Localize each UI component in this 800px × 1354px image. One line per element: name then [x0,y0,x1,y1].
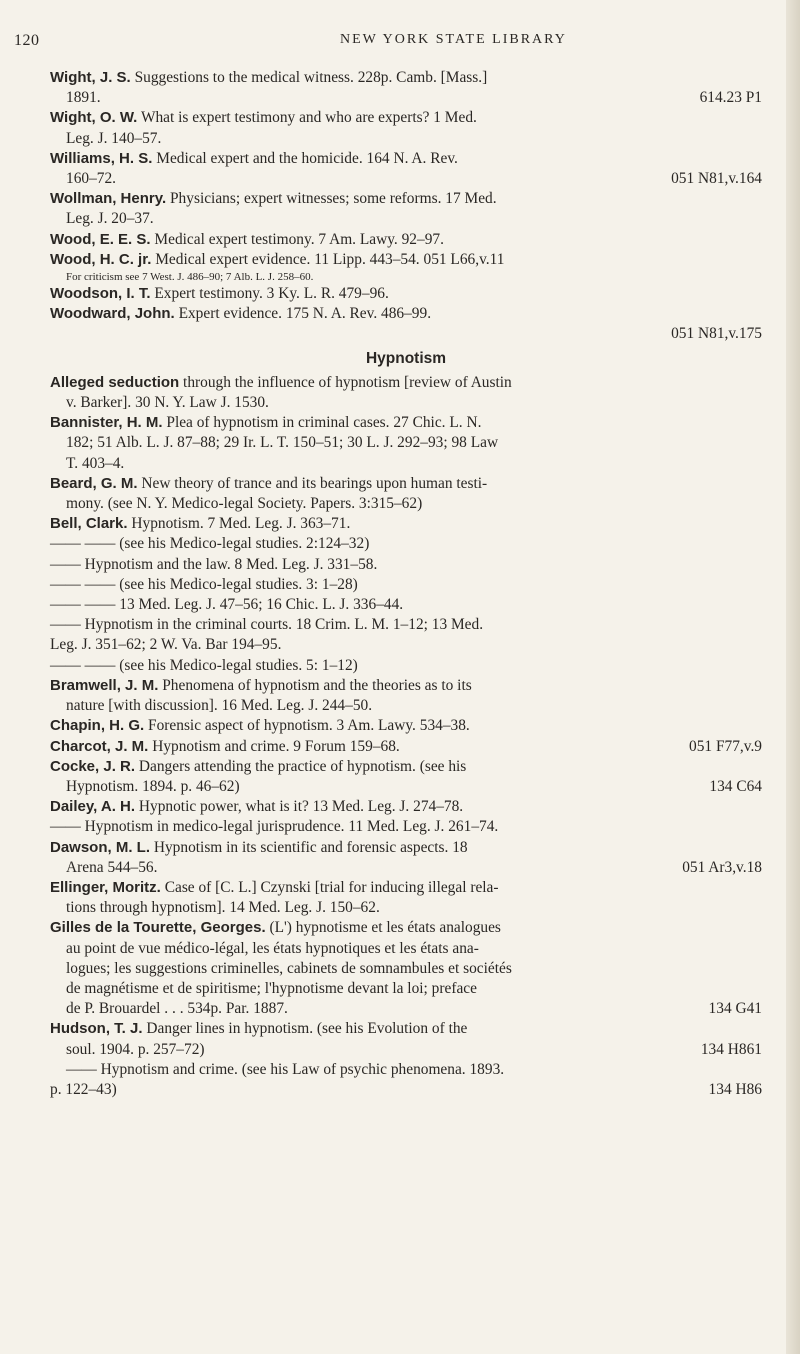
entry-text: Physicians; expert witnesses; some reforms. 17 Med. [170,190,497,208]
entry-author: Bramwell, J. M. [50,676,159,694]
list-item [50,250,762,284]
list-item [50,878,762,918]
list-item [50,555,762,575]
entry-text: Expert evidence. 175 N. A. Rev. 486–99. [178,305,432,323]
entry-author: Beard, G. M. [50,474,138,492]
list-item [50,373,762,413]
list-item [50,284,762,304]
list-item [50,189,762,229]
list-item [50,108,762,148]
call-number: 051 Ar3,v.18 [682,858,762,876]
entry-author: Wollman, Henry. [50,190,167,208]
entry-text: Medical expert testimony. 7 Am. Lawy. 92–97. [154,230,444,248]
call-number: 051 F77,v.9 [689,737,762,755]
entry-continuation: tions through hypnotism]. 14 Med. Leg. J. 150–62. [66,899,380,917]
call-number: 134 C64 [709,777,762,795]
ditto-dash: —— —— [50,535,116,553]
page-edge [786,0,800,1354]
entry-text: through the influence of hypnotism [review of Austin [183,373,512,391]
list-item [50,474,762,514]
section-heading: Hypnotism [365,349,447,367]
entry-list-hypnotism [50,373,762,1100]
list-item [50,817,762,837]
entry-continuation: Arena 544–56. [66,858,158,876]
list-item [50,514,762,534]
entry-continuation: p. 122–43) [50,1080,117,1098]
list-item [50,797,762,817]
entry-author: Wood, E. E. S. [50,230,151,248]
ditto-dash: —— —— [50,656,116,674]
entry-text: Forensic aspect of hypnotism. 3 Am. Lawy. 534–38. [148,717,470,735]
list-item [50,595,762,615]
entry-text: What is expert testimony and who are experts? 1 Med. [140,109,477,127]
call-number: 134 H86 [708,1080,762,1098]
entry-author: Alleged seduction [50,373,180,391]
running-title: NEW YORK STATE LIBRARY [340,32,567,47]
entry-continuation: de magnétisme et de spiritisme; l'hypnotisme devant la loi; preface [66,979,477,997]
entry-text: 13 Med. Leg. J. 47–56; 16 Chic. L. J. 336–44. [119,596,404,614]
list-item [50,68,762,108]
list-item [50,230,762,250]
list-item [50,534,762,554]
entry-text: Medical expert evidence. 11 Lipp. 443–54. 051 L66,v.11 [155,250,505,268]
entry-list-expert-testimony [50,68,762,345]
entry-continuation: Leg. J. 351–62; 2 W. Va. Bar 194–95. [50,636,282,654]
entry-text: Hypnotism and crime. 9 Forum 159–68. [152,737,400,755]
entry-note: For criticism see 7 West. J. 486–90; 7 Alb. L. J. 258–60. [66,271,314,284]
entry-continuation: nature [with discussion]. 16 Med. Leg. J. 244–50. [66,697,373,715]
entry-text: (see his Medico-legal studies. 5: 1–12) [119,656,358,674]
call-number: 134 G41 [708,1000,762,1018]
ditto-dash: —— —— [50,596,116,614]
entry-text: Danger lines in hypnotism. (see his Evolution of the [146,1020,468,1038]
entry-author: Dailey, A. H. [50,798,136,816]
entry-continuation: T. 403–4. [66,454,125,472]
entry-author: Cocke, J. R. [50,757,136,775]
ditto-dash: —— —— [50,575,116,593]
entry-author: Charcot, J. M. [50,737,149,755]
entry-author: Ellinger, Moritz. [50,878,161,896]
call-number: 051 N81,v.164 [671,170,762,188]
entry-text: (L') hypnotisme et les états analogues [269,919,501,937]
entry-author: Wight, O. W. [50,109,138,127]
entry-text: (see his Medico-legal studies. 3: 1–28) [119,575,358,593]
entry-continuation: logues; les suggestions criminelles, cabinets de somnambules et sociétés [66,959,512,977]
list-item [50,149,762,189]
entry-text: Hypnotism. 7 Med. Leg. J. 363–71. [131,515,351,533]
entry-text: Hypnotism in medico-legal jurisprudence. 11 Med. Leg. J. 261–74. [84,818,499,836]
entry-author: Bell, Clark. [50,515,128,533]
list-item [50,413,762,474]
entry-text: Plea of hypnotism in criminal cases. 27 Chic. L. N. [166,414,482,432]
entry-continuation: mony. (see N. Y. Medico-legal Society. Papers. 3:315–62) [66,495,423,513]
call-number: 051 N81,v.175 [671,325,762,343]
list-item [50,656,762,676]
ditto-dash: —— [50,818,81,836]
list-item [50,838,762,878]
entry-continuation: Leg. J. 140–57. [66,129,162,147]
entry-continuation: 182; 51 Alb. L. J. 87–88; 29 Ir. L. T. 150–51; 30 L. J. 292–93; 98 Law [66,434,499,452]
bibliography-content [50,68,762,1100]
entry-continuation: Leg. J. 20–37. [66,210,154,228]
entry-text: Suggestions to the medical witness. 228p. Camb. [Mass.] [134,69,488,86]
entry-text: Hypnotism in the criminal courts. 18 Crim. L. M. 1–12; 13 Med. [84,616,484,634]
entry-author: Hudson, T. J. [50,1020,143,1038]
entry-author: Wood, H. C. jr. [50,250,152,268]
entry-text: Hypnotism and crime. (see his Law of psychic phenomena. 1893. [100,1060,505,1078]
entry-continuation: v. Barker]. 30 N. Y. Law J. 1530. [66,394,269,412]
entry-text: (see his Medico-legal studies. 2:124–32) [119,535,370,553]
entry-continuation: Hypnotism. 1894. p. 46–62) [66,777,240,795]
running-head [14,32,774,56]
list-item [50,615,762,655]
list-item [50,1060,762,1100]
entry-text: Case of [C. L.] Czynski [trial for inducing illegal rela- [164,878,499,896]
entry-author: Williams, H. S. [50,149,153,167]
entry-continuation: soul. 1904. p. 257–72) [66,1040,205,1058]
ditto-dash: —— [50,555,81,573]
entry-author: Wight, J. S. [50,69,131,86]
entry-author: Chapin, H. G. [50,717,145,735]
list-item [50,918,762,1019]
entry-text: Hypnotism and the law. 8 Med. Leg. J. 331–58. [84,555,378,573]
entry-author: Woodward, John. [50,305,175,323]
list-item [50,304,762,344]
entry-text: Expert testimony. 3 Ky. L. R. 479–96. [154,285,389,303]
call-number: 614.23 P1 [699,89,762,107]
list-item [50,716,762,736]
entry-continuation: 160–72. [66,170,117,188]
entry-author: Gilles de la Tourette, Georges. [50,919,266,937]
list-item [50,575,762,595]
ditto-dash: —— [66,1060,97,1078]
list-item [50,737,762,757]
call-number: 134 H861 [700,1040,762,1058]
entry-author: Bannister, H. M. [50,414,163,432]
entry-text: Phenomena of hypnotism and the theories as to its [162,676,472,694]
entry-continuation: de P. Brouardel . . . 534p. Par. 1887. [66,1000,288,1018]
entry-text: Medical expert and the homicide. 164 N. A. Rev. [156,149,458,167]
page-number: 120 [14,32,40,49]
entry-text: Dangers attending the practice of hypnotism. (see his [138,757,467,775]
entry-text: Hypnotism in its scientific and forensic aspects. 18 [153,838,468,856]
ditto-dash: —— [50,616,81,634]
entry-continuation: 1891. [66,89,101,107]
entry-author: Dawson, M. L. [50,838,151,856]
entry-continuation: au point de vue médico-légal, les états hypnotiques et les états ana- [66,939,479,957]
list-item [50,1019,762,1059]
entry-author: Woodson, I. T. [50,285,151,303]
list-item [50,757,762,797]
entry-text: Hypnotic power, what is it? 13 Med. Leg. J. 274–78. [138,798,464,816]
entry-text: New theory of trance and its bearings upon human testi- [141,474,488,492]
list-item [50,676,762,716]
